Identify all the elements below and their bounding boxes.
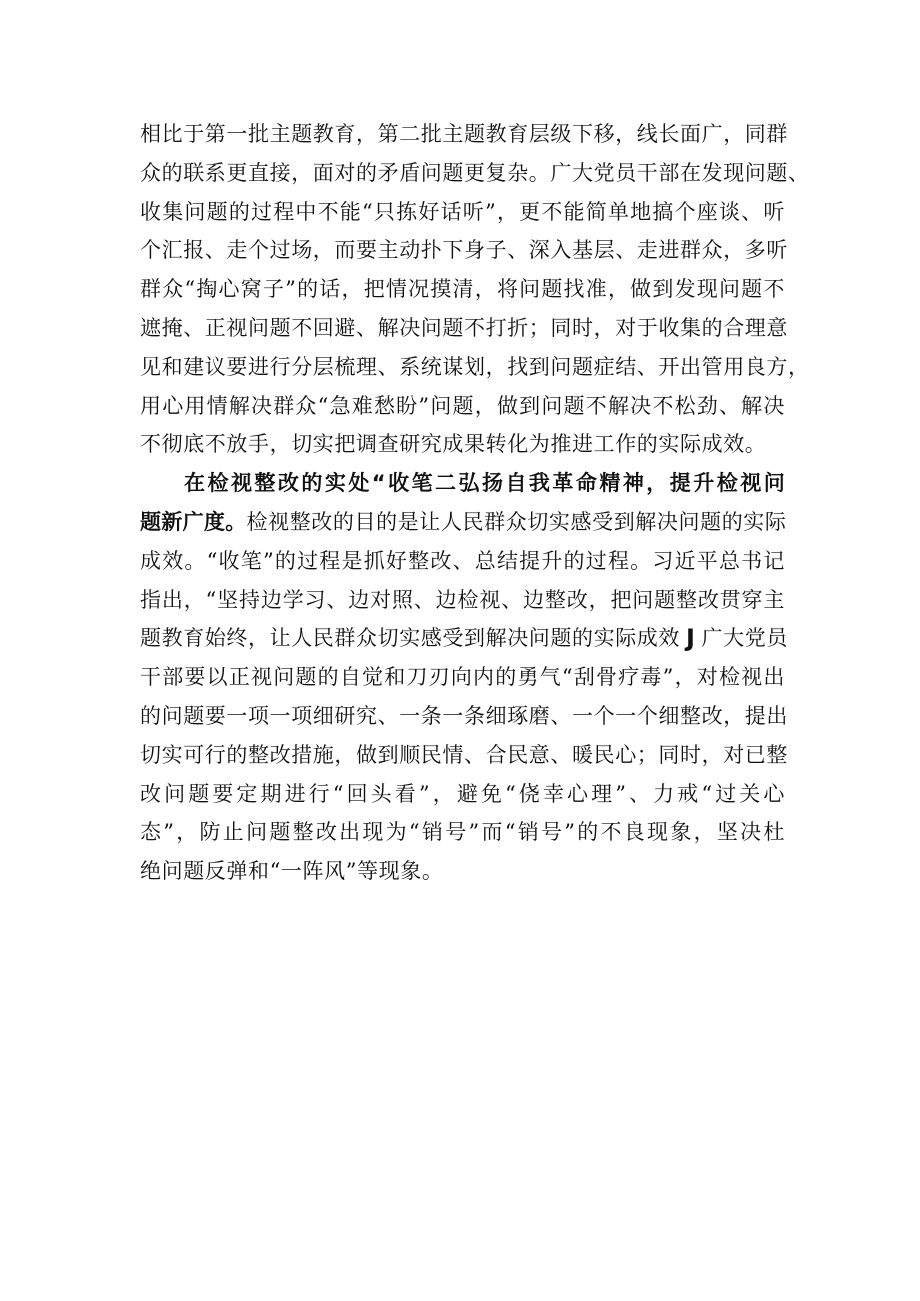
text-line-rest: 检视整改的目的是让人民群众切实感受到解决问题的实际 — [246, 509, 787, 534]
text-line-end: 广大党员 — [701, 626, 788, 651]
text-line: 不彻底不放手，切实把调查研究成果转化为推进工作的实际成效。 — [140, 432, 767, 457]
text-line: 态”，防止问题整改出现为“销号”而“销号”的不良现象，坚决杜 — [140, 820, 785, 845]
paragraph-2 — [140, 464, 788, 891]
text-line: 遮掩、正视问题不回避、解决问题不打折；同时，对于收集的合理意 — [140, 315, 788, 340]
text-line: 指出，“坚持边学习、边对照、边检视、边整改，把问题整改贯穿主 — [140, 587, 785, 612]
text-line: 众的联系更直接，面对的矛盾问题更复杂。广大党员干部在发现问题、 — [140, 160, 810, 185]
text-line: 干部要以正视问题的自觉和刀刃向内的勇气“刮骨疗毒”，对检视出 — [140, 665, 785, 690]
text-line: 见和建议要进行分层梳理、系统谋划，找到问题症结、开出管用良方， — [140, 354, 810, 379]
text-line: 用心用情解决群众“急难愁盼”问题，做到问题不解决不松劲、解决 — [140, 393, 785, 418]
scan-artifact-mark: J — [686, 624, 696, 653]
text-line: 个汇报、走个过场，而要主动扑下身子、深入基层、走进群众，多听 — [140, 238, 788, 263]
text-line: 群众“掏心窝子”的话，把情况摸清，将问题找准，做到发现问题不 — [140, 277, 785, 302]
text-line: 绝问题反弹和“一阵风”等现象。 — [140, 859, 444, 884]
text-line: 改问题要定期进行“回头看”，避免“侥幸心理”、力戒“过关心 — [140, 781, 785, 806]
text-line-start: 题教育始终，让人民群众切实感受到解决问题的实际成效 — [140, 626, 680, 651]
section-heading: 在检视整改的实处“收笔二弘扬自我革命精神，提升检视问 — [184, 471, 785, 496]
document-body — [140, 115, 810, 891]
text-line — [140, 503, 785, 542]
text-line: 切实可行的整改措施，做到顺民情、合民意、暖民心；同时，对已整 — [140, 742, 788, 767]
section-heading-continuation: 题新广度。 — [140, 509, 247, 534]
paragraph-1 — [140, 115, 810, 464]
text-line: 收集问题的过程中不能“只拣好话听”，更不能简单地搞个座谈、听 — [140, 199, 785, 224]
text-line: 成效。“收笔”的过程是抓好整改、总结提升的过程。习近平总书记 — [140, 548, 785, 573]
text-line: 的问题要一项一项细研究、一条一条细琢磨、一个一个细整改，提出 — [140, 703, 788, 728]
text-line — [140, 619, 788, 658]
text-line: 相比于第一批主题教育，第二批主题教育层级下移，线长面广，同群 — [140, 122, 788, 146]
